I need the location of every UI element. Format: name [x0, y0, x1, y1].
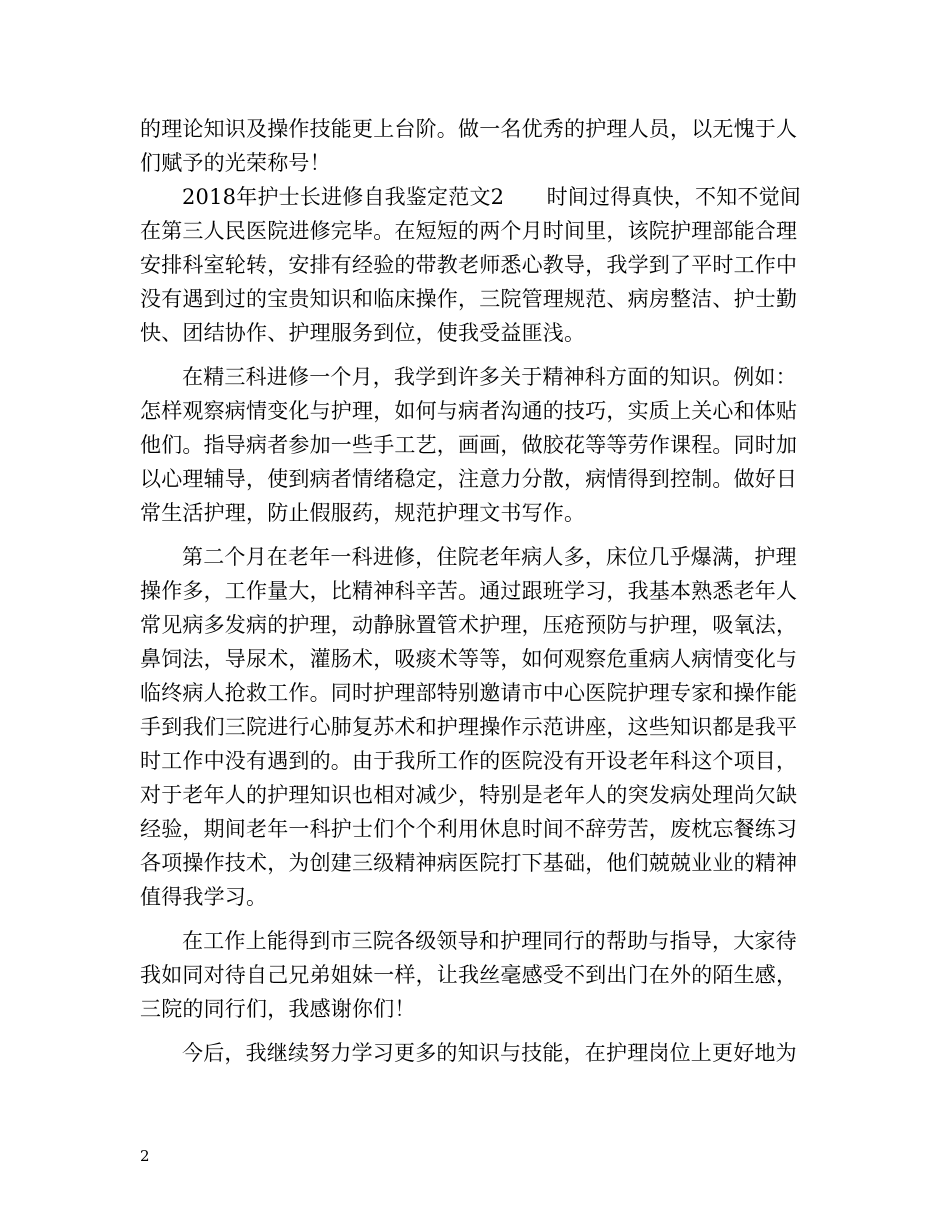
body-text-line: 在精三科进修一个月，我学到许多关于精神科方面的知识。例如： — [182, 365, 797, 389]
body-text-line: 操作多，工作量大，比精神科辛苦。通过跟班学习，我基本熟悉老年人 — [140, 579, 798, 603]
body-text-line: 在工作上能得到市三院各级领导和护理同行的帮助与指导，大家待 — [182, 929, 797, 953]
body-text-line: 临终病人抢救工作。同时护理部特别邀请市中心医院护理专家和操作能 — [140, 681, 798, 705]
body-text-line: 今后，我继续努力学习更多的知识与技能，在护理岗位上更好地为 — [182, 1041, 797, 1065]
body-text-line: 他们。指导病者参加一些手工艺，画画，做胶花等等劳作课程。同时加 — [140, 433, 798, 457]
body-text-line: 值得我学习。 — [140, 885, 268, 909]
body-text-line: 对于老年人的护理知识也相对减少，特别是老年人的突发病处理尚欠缺 — [140, 783, 798, 807]
body-text-line: 安排科室轮转，安排有经验的带教老师悉心教导，我学到了平时工作中 — [140, 253, 798, 277]
body-text-line: 的理论知识及操作技能更上台阶。做一名优秀的护理人员，以无愧于人 — [140, 117, 798, 141]
body-text-line: 常见病多发病的护理，动静脉置管术护理，压疮预防与护理，吸氧法， — [140, 613, 798, 637]
body-text-line: 没有遇到过的宝贵知识和临床操作，三院管理规范、病房整洁、护士勤 — [140, 287, 798, 311]
body-text-line: 们赋予的光荣称号！ — [140, 151, 331, 175]
body-text-line: 三院的同行们，我感谢你们！ — [140, 997, 416, 1021]
body-text-line: 时工作中没有遇到的。由于我所工作的医院没有开设老年科这个项目， — [140, 749, 798, 773]
section-heading-line: 2018年护士长进修自我鉴定范文2 时间过得真快，不知不觉间 — [182, 185, 802, 209]
body-text-line: 我如同对待自己兄弟姐妹一样，让我丝毫感受不到出门在外的陌生感， — [140, 963, 798, 987]
body-text-line: 手到我们三院进行心肺复苏术和护理操作示范讲座，这些知识都是我平 — [140, 715, 798, 739]
body-text-line: 在第三人民医院进修完毕。在短短的两个月时间里，该院护理部能合理 — [140, 219, 798, 243]
body-text-line: 鼻饲法，导尿术，灌肠术，吸痰术等等，如何观察危重病人病情变化与 — [140, 647, 798, 671]
body-text-line: 常生活护理，防止假服药，规范护理文书写作。 — [140, 501, 586, 525]
body-text-line: 经验，期间老年一科护士们个个利用休息时间不辞劳苦，废枕忘餐练习 — [140, 817, 798, 841]
body-text-line: 第二个月在老年一科进修，住院老年病人多，床位几乎爆满，护理 — [182, 545, 797, 569]
body-text-line: 快、团结协作、护理服务到位，使我受益匪浅。 — [140, 321, 586, 345]
page-number: 2 — [140, 1147, 150, 1165]
body-text-line: 各项操作技术，为创建三级精神病医院打下基础，他们兢兢业业的精神 — [140, 851, 798, 875]
body-text-line: 怎样观察病情变化与护理，如何与病者沟通的技巧，实质上关心和体贴 — [140, 399, 798, 423]
body-text-line: 以心理辅导，使到病者情绪稳定，注意力分散，病情得到控制。做好日 — [140, 467, 798, 491]
